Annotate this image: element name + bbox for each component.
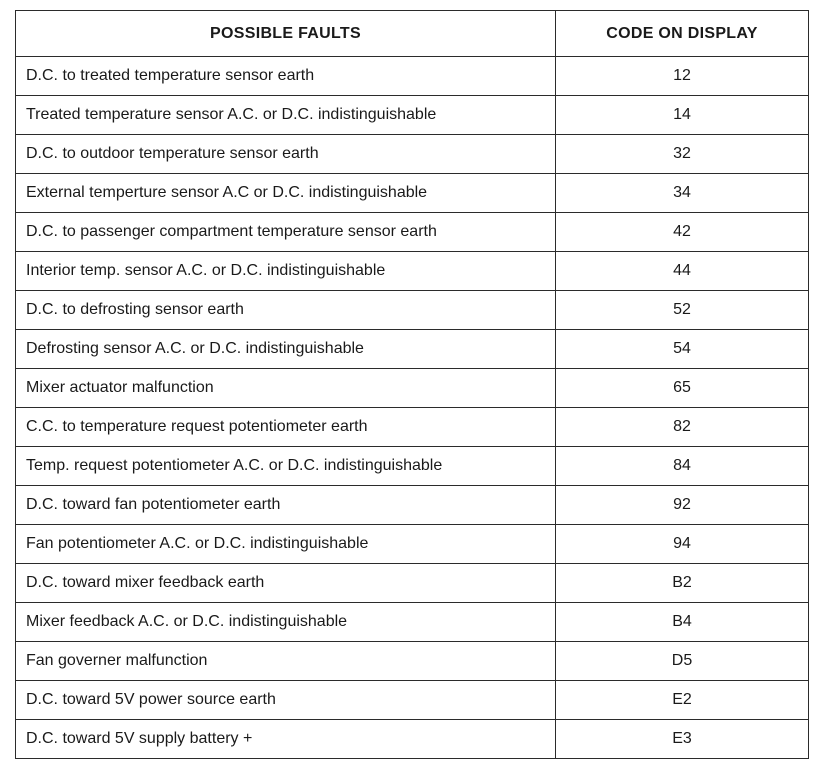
table-row xyxy=(16,564,809,603)
table-row xyxy=(16,720,809,759)
table-row xyxy=(16,252,809,291)
fault-code-cell: B4 xyxy=(556,603,809,642)
fault-code-cell: 92 xyxy=(556,486,809,525)
fault-description-cell: D.C. toward mixer feedback earth xyxy=(16,564,556,603)
table-body xyxy=(16,57,809,759)
fault-code-cell: D5 xyxy=(556,642,809,681)
fault-description-cell: D.C. toward 5V power source earth xyxy=(16,681,556,720)
fault-code-table xyxy=(15,10,809,759)
fault-code-cell: 94 xyxy=(556,525,809,564)
fault-code-cell: 84 xyxy=(556,447,809,486)
table-row xyxy=(16,525,809,564)
fault-description-cell: C.C. to temperature request potentiometer earth xyxy=(16,408,556,447)
fault-description-cell: D.C. to treated temperature sensor earth xyxy=(16,57,556,96)
fault-description-cell: Fan potentiometer A.C. or D.C. indistinguishable xyxy=(16,525,556,564)
fault-description-cell: D.C. toward 5V supply battery + xyxy=(16,720,556,759)
table-row xyxy=(16,330,809,369)
table-row xyxy=(16,447,809,486)
table-row xyxy=(16,408,809,447)
fault-description-cell: D.C. to outdoor temperature sensor earth xyxy=(16,135,556,174)
fault-description-cell: D.C. toward fan potentiometer earth xyxy=(16,486,556,525)
header-possible-faults: POSSIBLE FAULTS xyxy=(16,11,556,57)
table-row xyxy=(16,291,809,330)
fault-description-cell: External temperture sensor A.C or D.C. indistinguishable xyxy=(16,174,556,213)
table-row xyxy=(16,135,809,174)
fault-description-cell: Interior temp. sensor A.C. or D.C. indistinguishable xyxy=(16,252,556,291)
table-row xyxy=(16,642,809,681)
header-code-on-display: CODE ON DISPLAY xyxy=(556,11,809,57)
fault-code-cell: 42 xyxy=(556,213,809,252)
fault-code-cell: 44 xyxy=(556,252,809,291)
table-row xyxy=(16,96,809,135)
fault-code-cell: 65 xyxy=(556,369,809,408)
fault-description-cell: D.C. to passenger compartment temperature sensor earth xyxy=(16,213,556,252)
table-row xyxy=(16,213,809,252)
table-row xyxy=(16,174,809,213)
table-header xyxy=(16,11,809,57)
header-row xyxy=(16,11,809,57)
fault-code-cell: E2 xyxy=(556,681,809,720)
fault-code-cell: B2 xyxy=(556,564,809,603)
table-row xyxy=(16,681,809,720)
table-row xyxy=(16,603,809,642)
fault-code-cell: 52 xyxy=(556,291,809,330)
fault-code-cell: 12 xyxy=(556,57,809,96)
table-row xyxy=(16,369,809,408)
fault-description-cell: Fan governer malfunction xyxy=(16,642,556,681)
fault-description-cell: D.C. to defrosting sensor earth xyxy=(16,291,556,330)
fault-code-cell: 14 xyxy=(556,96,809,135)
fault-description-cell: Temp. request potentiometer A.C. or D.C. indistinguishable xyxy=(16,447,556,486)
fault-code-cell: E3 xyxy=(556,720,809,759)
table-row xyxy=(16,57,809,96)
fault-description-cell: Mixer actuator malfunction xyxy=(16,369,556,408)
fault-code-cell: 54 xyxy=(556,330,809,369)
fault-description-cell: Treated temperature sensor A.C. or D.C. indistinguishable xyxy=(16,96,556,135)
fault-code-cell: 32 xyxy=(556,135,809,174)
table-row xyxy=(16,486,809,525)
fault-code-cell: 34 xyxy=(556,174,809,213)
fault-code-cell: 82 xyxy=(556,408,809,447)
fault-description-cell: Mixer feedback A.C. or D.C. indistinguishable xyxy=(16,603,556,642)
fault-description-cell: Defrosting sensor A.C. or D.C. indistinguishable xyxy=(16,330,556,369)
